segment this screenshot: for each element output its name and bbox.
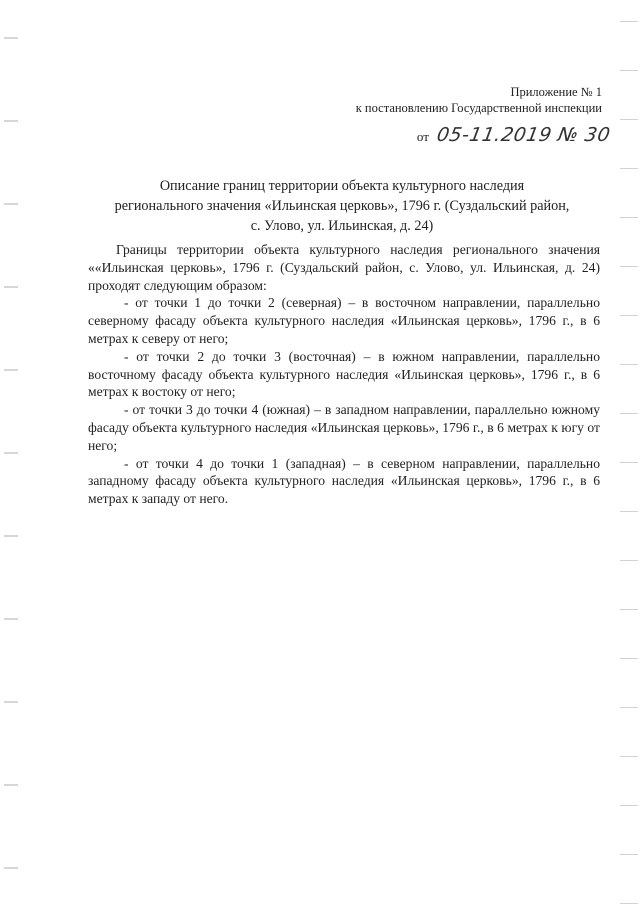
boundary-item-4: - от точки 4 до точки 1 (западная) – в северном направлении, параллельно западному фасаду объекта культурного наследия «Ильинская церковь», 1796 г., в 6 метрах к западу от него.	[88, 455, 600, 507]
boundary-item-2: - от точки 2 до точки 3 (восточная) – в южном направлении, параллельно восточному фасаду объекта культурного наследия «Ильинская церковь», 1796 г., в 6 метрах к востоку от него;	[88, 348, 600, 400]
scan-edge-left	[4, 0, 18, 905]
annex-date-line	[417, 124, 610, 146]
document-title	[92, 176, 592, 236]
scan-edge-right	[620, 0, 638, 905]
annex-number: Приложение № 1	[510, 85, 602, 99]
date-prefix: от	[416, 129, 429, 144]
intro-paragraph: Границы территории объекта культурного наследия регионального значения ««Ильинская церковь», 1796 г. (Суздальский район, с. Улово, ул. Ильинская, д. 24) проходят следующим образом:	[88, 242, 600, 293]
document-body	[88, 241, 600, 508]
handwritten-date: 05-11.2019 № 30	[434, 124, 612, 146]
title-line-3: с. Улово, ул. Ильинская, д. 24)	[250, 218, 434, 234]
boundary-item-3: - от точки 3 до точки 4 (южная) – в западном направлении, параллельно южному фасаду объекта культурного наследия «Ильинская церковь», 1796 г., в 6 метрах к югу от него;	[88, 402, 600, 453]
title-line-2: регионального значения «Ильинская церковь», 1796 г. (Суздальский район,	[114, 198, 570, 214]
title-line-1: Описание границ территории объекта культурного наследия	[159, 178, 525, 194]
annex-header	[356, 84, 602, 116]
boundary-item-1: - от точки 1 до точки 2 (северная) – в восточном направлении, параллельно северному фасаду объекта культурного наследия «Ильинская церковь», 1796 г., в 6 метрах к северу от него;	[88, 295, 600, 346]
annex-reference: к постановлению Государственной инспекции	[355, 101, 602, 115]
